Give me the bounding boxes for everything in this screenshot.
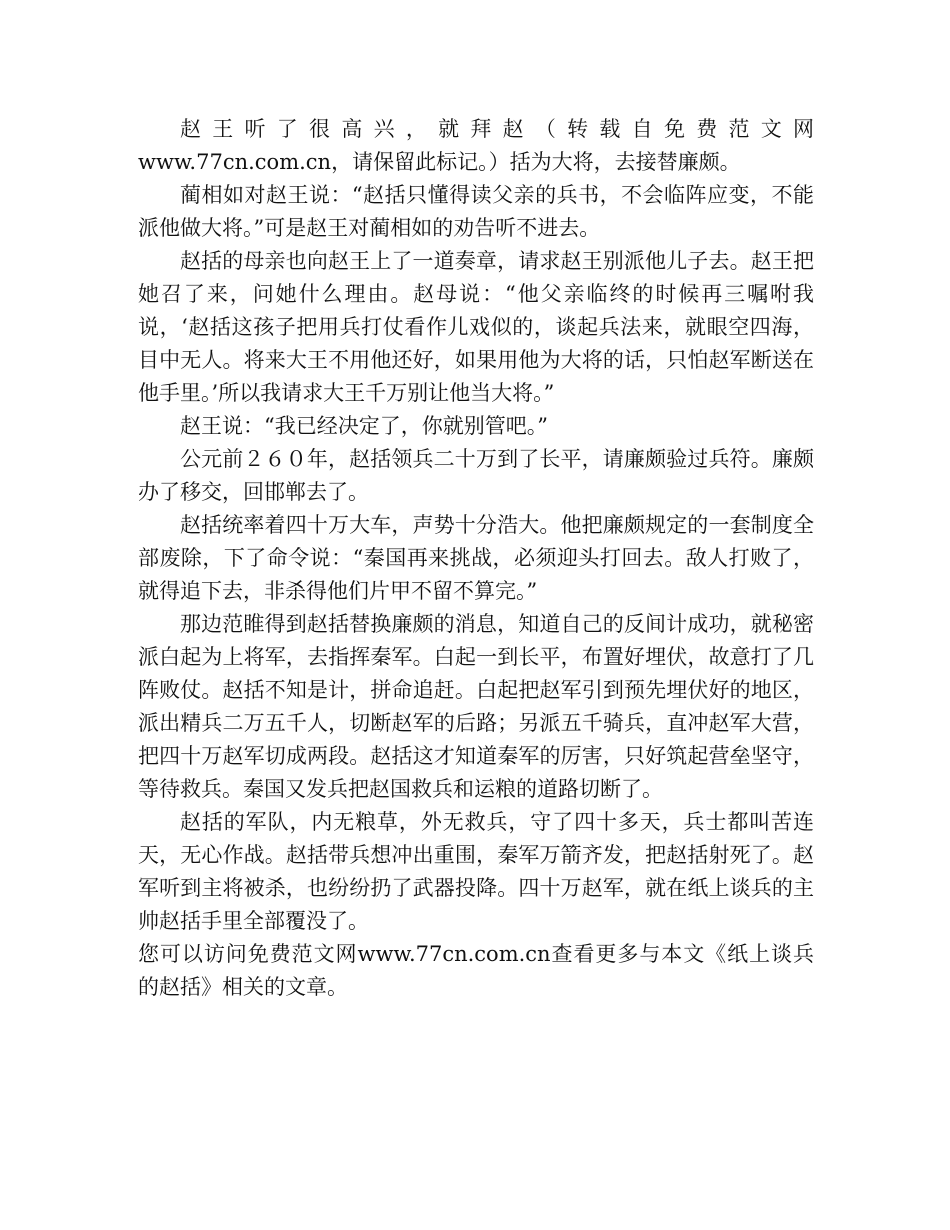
source-footer-note: 您可以访问免费范文网www.77cn.com.cn查看更多与本文《纸上谈兵的赵括》相关的文章。: [138, 942, 814, 999]
paragraph-4: 赵王说：“我已经决定了，你就别管吧。”: [180, 414, 548, 438]
paragraph-1: 赵王听了很高兴，就拜赵（转载自免费范文网www.77cn.com.cn，请保留此标记。）括为大将，去接替廉颇。: [138, 117, 814, 174]
article-body: [138, 113, 814, 1004]
paragraph-7: 那边范睢得到赵括替换廉颇的消息，知道自己的反间计成功，就秘密派白起为上将军，去指挥秦军。白起一到长平，布置好埋伏，故意打了几阵败仗。赵括不知是计，拼命追赶。白起把赵军引到预先埋伏好的地区，派出精兵二万五千人，切断赵军的后路；另派五千骑兵，直冲赵军大营，把四十万赵军切成两段。赵括这才知道秦军的厉害，只好筑起营垒坚守，等待救兵。秦国又发兵把赵国救兵和运粮的道路切断了。: [138, 612, 814, 801]
paragraph-2: 蔺相如对赵王说：“赵括只懂得读父亲的兵书，不会临阵应变，不能派他做大将。”可是赵王对蔺相如的劝告听不进去。: [138, 183, 814, 240]
paragraph-5: 公元前２６０年，赵括领兵二十万到了长平，请廉颇验过兵符。廉颇办了移交，回邯郸去了。: [138, 447, 814, 504]
paragraph-6: 赵括统率着四十万大车，声势十分浩大。他把廉颇规定的一套制度全部废除，下了命令说：“秦国再来挑战，必须迎头打回去。敌人打败了，就得追下去，非杀得他们片甲不留不算完。”: [138, 513, 814, 603]
paragraph-8: 赵括的军队，内无粮草，外无救兵，守了四十多天，兵士都叫苦连天，无心作战。赵括带兵想冲出重围，秦军万箭齐发，把赵括射死了。赵军听到主将被杀，也纷纷扔了武器投降。四十万赵军，就在纸上谈兵的主帅赵括手里全部覆没了。: [138, 810, 814, 933]
paragraph-3: 赵括的母亲也向赵王上了一道奏章，请求赵王别派他儿子去。赵王把她召了来，问她什么理由。赵母说：“他父亲临终的时候再三嘱咐我说，‘赵括这孩子把用兵打仗看作儿戏似的，谈起兵法来，就眼空四海，目中无人。将来大王不用他还好，如果用他为大将的话，只怕赵军断送在他手里。’所以我请求大王千万别让他当大将。”: [138, 249, 814, 405]
